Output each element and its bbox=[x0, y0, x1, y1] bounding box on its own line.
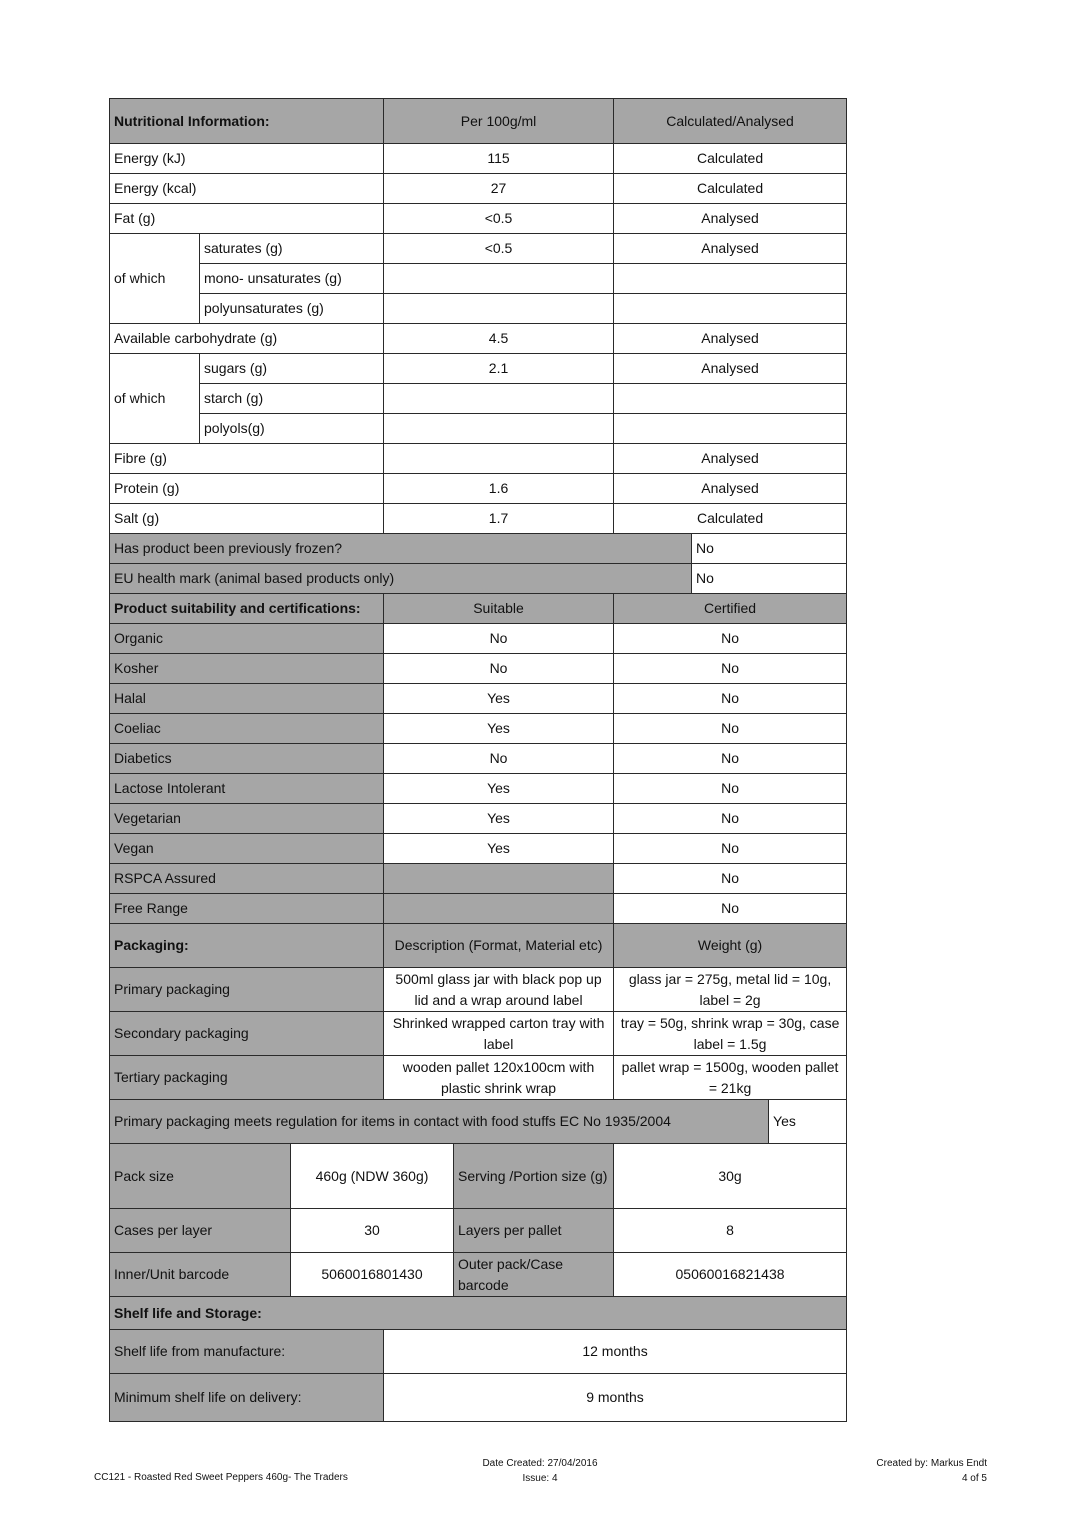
layers-per-pallet-label: Layers per pallet bbox=[454, 1209, 614, 1253]
sub-nutrient-label: polyunsaturates (g) bbox=[200, 294, 384, 324]
nutrient-value bbox=[384, 264, 614, 294]
regulation-answer: Yes bbox=[769, 1100, 847, 1144]
inner-barcode-label: Inner/Unit barcode bbox=[110, 1253, 291, 1297]
pack-size-label: Pack size bbox=[110, 1144, 291, 1209]
packaging-label: Tertiary packaging bbox=[110, 1056, 384, 1100]
fat-of-which-label: of which bbox=[110, 234, 200, 324]
suitable-value: Yes bbox=[384, 774, 614, 804]
nutrient-value: <0.5 bbox=[384, 234, 614, 264]
nutrient-method: Analysed bbox=[614, 444, 847, 474]
suitable-header: Suitable bbox=[384, 594, 614, 624]
suitability-label: Free Range bbox=[110, 894, 384, 924]
nutrient-method bbox=[614, 264, 847, 294]
sub-nutrient-label: starch (g) bbox=[200, 384, 384, 414]
suitability-label: Diabetics bbox=[110, 744, 384, 774]
sub-nutrient-label: sugars (g) bbox=[200, 354, 384, 384]
outer-barcode-value: 05060016821438 bbox=[614, 1253, 847, 1297]
nutrient-method: Calculated bbox=[614, 504, 847, 534]
suitability-label: Kosher bbox=[110, 654, 384, 684]
nutrient-value bbox=[384, 444, 614, 474]
suitable-value: Yes bbox=[384, 714, 614, 744]
nutrient-method: Analysed bbox=[614, 204, 847, 234]
nutrient-method bbox=[614, 294, 847, 324]
regulation-question: Primary packaging meets regulation for items in contact with food stuffs EC No 1935/2004 bbox=[110, 1100, 769, 1144]
nutrient-label: Fat (g) bbox=[110, 204, 384, 234]
suitable-value bbox=[384, 864, 614, 894]
cases-per-layer-label: Cases per layer bbox=[110, 1209, 291, 1253]
serving-size-value: 30g bbox=[614, 1144, 847, 1209]
certified-value: No bbox=[614, 804, 847, 834]
calc-analysed-header: Calculated/Analysed bbox=[614, 99, 847, 144]
certified-value: No bbox=[614, 624, 847, 654]
shelf-life-manufacture-label: Shelf life from manufacture: bbox=[110, 1330, 384, 1374]
shelf-life-delivery-label: Minimum shelf life on delivery: bbox=[110, 1374, 384, 1422]
suitability-label: Coeliac bbox=[110, 714, 384, 744]
nutrient-value: <0.5 bbox=[384, 204, 614, 234]
eu-mark-question: EU health mark (animal based products only) bbox=[110, 564, 692, 594]
nutrient-label: Salt (g) bbox=[110, 504, 384, 534]
nutrient-method: Analysed bbox=[614, 354, 847, 384]
nutrient-label: Fibre (g) bbox=[110, 444, 384, 474]
suitable-value: No bbox=[384, 624, 614, 654]
nutrient-value: 1.7 bbox=[384, 504, 614, 534]
footer-product: CC121 - Roasted Red Sweet Peppers 460g- The Traders bbox=[94, 1472, 348, 1483]
packaging-weight: tray = 50g, shrink wrap = 30g, case label = 1.5g bbox=[614, 1012, 847, 1056]
footer-page-number: 4 of 5 bbox=[961, 1473, 987, 1484]
certified-value: No bbox=[614, 684, 847, 714]
certified-value: No bbox=[614, 654, 847, 684]
packaging-weight: pallet wrap = 1500g, wooden pallet = 21kg bbox=[614, 1056, 847, 1100]
certified-header: Certified bbox=[614, 594, 847, 624]
certified-value: No bbox=[614, 864, 847, 894]
nutrient-value bbox=[384, 294, 614, 324]
suitability-label: Lactose Intolerant bbox=[110, 774, 384, 804]
nutrient-label: Available carbohydrate (g) bbox=[110, 324, 384, 354]
nutrient-value: 27 bbox=[384, 174, 614, 204]
shelf-life-manufacture-value: 12 months bbox=[384, 1330, 847, 1374]
nutrient-method: Analysed bbox=[614, 474, 847, 504]
suitability-label: Organic bbox=[110, 624, 384, 654]
suitability-label: Vegan bbox=[110, 834, 384, 864]
suitable-value: Yes bbox=[384, 804, 614, 834]
suitability-header: Product suitability and certifications: bbox=[110, 594, 384, 624]
packaging-header: Packaging: bbox=[110, 924, 384, 968]
suitable-value: Yes bbox=[384, 684, 614, 714]
suitable-value: Yes bbox=[384, 834, 614, 864]
packaging-weight: glass jar = 275g, metal lid = 10g, label = 2g bbox=[614, 968, 847, 1012]
nutrient-method: Calculated bbox=[614, 174, 847, 204]
certified-value: No bbox=[614, 834, 847, 864]
eu-mark-answer: No bbox=[692, 564, 847, 594]
product-spec-table bbox=[109, 98, 847, 1422]
certified-value: No bbox=[614, 774, 847, 804]
inner-barcode-value: 5060016801430 bbox=[291, 1253, 454, 1297]
suitable-value bbox=[384, 894, 614, 924]
certified-value: No bbox=[614, 744, 847, 774]
nutrient-value: 115 bbox=[384, 144, 614, 174]
nutrient-value bbox=[384, 384, 614, 414]
sub-nutrient-label: saturates (g) bbox=[200, 234, 384, 264]
pack-size-value: 460g (NDW 360g) bbox=[291, 1144, 454, 1209]
footer-date-created: Date Created: 27/04/2016 bbox=[482, 1458, 598, 1469]
shelf-life-header: Shelf life and Storage: bbox=[110, 1297, 847, 1330]
packaging-desc: Shrinked wrapped carton tray with label bbox=[384, 1012, 614, 1056]
nutrient-label: Energy (kcal) bbox=[110, 174, 384, 204]
suitability-label: Halal bbox=[110, 684, 384, 714]
sub-nutrient-label: mono- unsaturates (g) bbox=[200, 264, 384, 294]
nutrient-method bbox=[614, 414, 847, 444]
packaging-desc-header: Description (Format, Material etc) bbox=[384, 924, 614, 968]
nutrient-method: Analysed bbox=[614, 324, 847, 354]
nutrient-method: Calculated bbox=[614, 144, 847, 174]
packaging-desc: 500ml glass jar with black pop up lid and a wrap around label bbox=[384, 968, 614, 1012]
nutrient-value: 2.1 bbox=[384, 354, 614, 384]
packaging-label: Secondary packaging bbox=[110, 1012, 384, 1056]
suitable-value: No bbox=[384, 744, 614, 774]
suitable-value: No bbox=[384, 654, 614, 684]
footer-created-by: Created by: Markus Endt bbox=[876, 1458, 987, 1469]
packaging-desc: wooden pallet 120x100cm with plastic shrink wrap bbox=[384, 1056, 614, 1100]
footer-issue: Issue: 4 bbox=[522, 1473, 558, 1484]
nutrient-method bbox=[614, 384, 847, 414]
nutrient-label: Protein (g) bbox=[110, 474, 384, 504]
nutrient-label: Energy (kJ) bbox=[110, 144, 384, 174]
nutrient-method: Analysed bbox=[614, 234, 847, 264]
footer-date-issue bbox=[440, 1456, 640, 1486]
suitability-label: Vegetarian bbox=[110, 804, 384, 834]
certified-value: No bbox=[614, 714, 847, 744]
suitability-label: RSPCA Assured bbox=[110, 864, 384, 894]
outer-barcode-label: Outer pack/Case barcode bbox=[454, 1253, 614, 1297]
layers-per-pallet-value: 8 bbox=[614, 1209, 847, 1253]
nutrition-header: Nutritional Information: bbox=[110, 99, 384, 144]
nutrient-value: 4.5 bbox=[384, 324, 614, 354]
serving-size-label: Serving /Portion size (g) bbox=[454, 1144, 614, 1209]
frozen-question: Has product been previously frozen? bbox=[110, 534, 692, 564]
sub-nutrient-label: polyols(g) bbox=[200, 414, 384, 444]
frozen-answer: No bbox=[692, 534, 847, 564]
packaging-label: Primary packaging bbox=[110, 968, 384, 1012]
carb-of-which-label: of which bbox=[110, 354, 200, 444]
packaging-weight-header: Weight (g) bbox=[614, 924, 847, 968]
per-100g-header: Per 100g/ml bbox=[384, 99, 614, 144]
footer-author-page bbox=[876, 1456, 987, 1486]
cases-per-layer-value: 30 bbox=[291, 1209, 454, 1253]
certified-value: No bbox=[614, 894, 847, 924]
shelf-life-delivery-value: 9 months bbox=[384, 1374, 847, 1422]
nutrient-value bbox=[384, 414, 614, 444]
nutrient-value: 1.6 bbox=[384, 474, 614, 504]
